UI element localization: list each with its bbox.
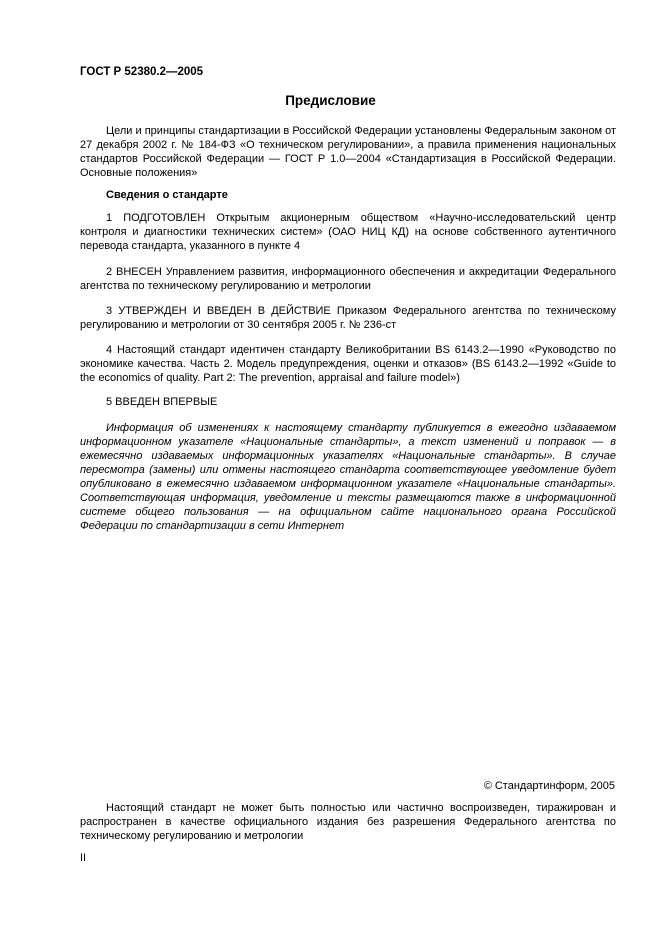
copyright-line: © Стандартинформ, 2005: [483, 780, 615, 792]
document-id-header: ГОСТ Р 52380.2—2005: [80, 66, 204, 78]
item-2-paragraph: 2 ВНЕСЕН Управлением развития, информационного обеспечения и аккредитации Федерального агентства по техническому регулированию и метрологии: [80, 266, 616, 292]
page-number: II: [80, 852, 87, 864]
page-title: Предисловие: [285, 93, 376, 108]
item-4-paragraph: 4 Настоящий стандарт идентичен стандарту Великобритании BS 6143.2—1990 «Руководство по экономике качества. Часть 2. Модель предупреждения, оценки и отказов» (BS 6143.2—1992 «Guide to the economics of quality. Part 2: The prevention, appraisal and failure model»): [80, 344, 616, 384]
intro-paragraph: Цели и принципы стандартизации в Российской Федерации установлены Федеральным законом от 27 декабря 2002 г. № 184-ФЗ «О техническом регулировании», а правила применения национальных стандартов Российской Федерации — ГОСТ Р 1.0—2004 «Стандартизация в Российской Федерации. Основные положения»: [80, 125, 616, 179]
reproduction-notice: Настоящий стандарт не может быть полностью или частично воспроизведен, тиражирован и распространен в качестве официального издания без разрешения Федерального агентства по техническому регулированию и метрологии: [80, 802, 616, 842]
item-5-paragraph: 5 ВВЕДЕН ВПЕРВЫЕ: [106, 396, 218, 408]
notice-paragraph: Информация об изменениях к настоящему стандарту публикуется в ежегодно издаваемом информационном указателе «Национальные стандарты», а текст изменений и поправок — в ежемесячно издаваемых информационных указателях «Национальные стандарты». В случае пересмотра (замены) или отмены настоящего стандарта соответствующее уведомление будет опубликовано в ежемесячно издаваемом информационном указателе «Национальные стандарты». Соответствующая информация, уведомление и тексты размещаются также в информационной системе общего пользования — на официальном сайте национального органа Российской Федерации по стандартизации в сети Интернет: [80, 422, 616, 532]
section-heading: Сведения о стандарте: [106, 189, 228, 201]
item-3-paragraph: 3 УТВЕРЖДЕН И ВВЕДЕН В ДЕЙСТВИЕ Приказом Федерального агентства по техническому регулированию и метрологии от 30 сентября 2005 г. № 236-ст: [80, 305, 616, 331]
item-1-paragraph: 1 ПОДГОТОВЛЕН Открытым акционерным обществом «Научно-исследовательский центр контроля и диагностики технических систем» (ОАО НИЦ КД) на основе собственного аутентичного перевода стандарта, указанного в пункте 4: [80, 212, 616, 252]
